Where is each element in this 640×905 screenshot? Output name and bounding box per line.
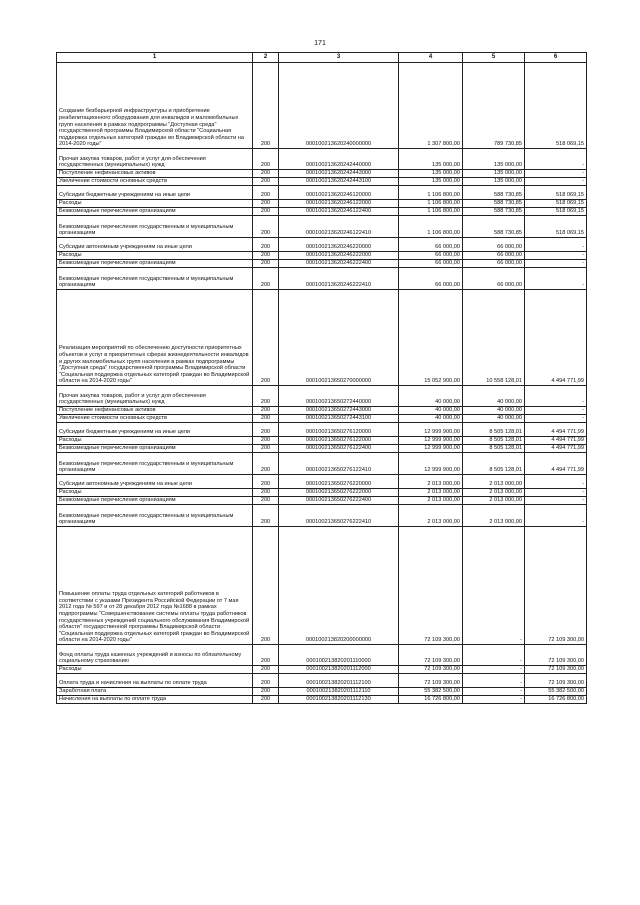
table-row — [57, 186, 587, 200]
row-approved-amount: 1 106 800,00 — [399, 186, 463, 200]
row-unexecuted-amount: - — [525, 489, 587, 497]
row-approved-amount: 135 000,00 — [399, 149, 463, 170]
row-classification-code: 000100213820201112000 — [279, 666, 399, 674]
table-row — [57, 666, 587, 674]
row-classification-code: 000100213620242443100 — [279, 178, 399, 186]
row-name: Поступление нефинансовых активов — [57, 170, 253, 178]
row-unexecuted-amount: 55 382 500,00 — [525, 688, 587, 696]
row-name: Безвозмездные перечисления государственным и муниципальным организациям — [57, 268, 253, 290]
row-approved-amount: 66 000,00 — [399, 252, 463, 260]
row-classification-code: 000100213650276120000 — [279, 423, 399, 437]
row-name: Начисления на выплаты по оплате труда — [57, 696, 253, 704]
row-classification-code: 000100213620246222400 — [279, 260, 399, 268]
row-line-code: 200 — [253, 688, 279, 696]
row-name: Безвозмездные перечисления государственным и муниципальным организациям — [57, 453, 253, 475]
row-executed-amount: - — [463, 666, 525, 674]
row-line-code: 200 — [253, 63, 279, 149]
row-executed-amount: 135 000,00 — [463, 178, 525, 186]
row-classification-code: 000100213620242440000 — [279, 149, 399, 170]
column-header: 1 — [57, 53, 253, 63]
row-name: Прочая закупка товаров, работ и услуг для обеспечения государственных (муниципальных) нужд — [57, 149, 253, 170]
row-approved-amount: 135 000,00 — [399, 170, 463, 178]
table-row — [57, 200, 587, 208]
row-name: Безвозмездные перечисления организациям — [57, 497, 253, 505]
column-header: 4 — [399, 53, 463, 63]
row-classification-code: 000100213620246120000 — [279, 186, 399, 200]
row-line-code: 200 — [253, 268, 279, 290]
row-unexecuted-amount: 4 494 771,99 — [525, 290, 587, 386]
row-executed-amount: 40 000,00 — [463, 386, 525, 407]
column-header: 6 — [525, 53, 587, 63]
column-header: 5 — [463, 53, 525, 63]
row-executed-amount: 66 000,00 — [463, 252, 525, 260]
row-approved-amount: 15 052 900,00 — [399, 290, 463, 386]
table-row — [57, 407, 587, 415]
row-unexecuted-amount: - — [525, 475, 587, 489]
row-unexecuted-amount: - — [525, 260, 587, 268]
table-row — [57, 453, 587, 475]
row-line-code: 200 — [253, 186, 279, 200]
row-approved-amount: 72 109 300,00 — [399, 666, 463, 674]
row-line-code: 200 — [253, 200, 279, 208]
row-name: Фонд оплаты труда казенных учреждений и взносы по обязательному социальному страхованию — [57, 645, 253, 666]
row-name: Субсидии автономным учреждениям на иные цели — [57, 238, 253, 252]
row-unexecuted-amount: - — [525, 415, 587, 423]
row-line-code: 200 — [253, 453, 279, 475]
row-executed-amount: 8 505 128,01 — [463, 445, 525, 453]
row-unexecuted-amount: - — [525, 252, 587, 260]
row-executed-amount: 10 558 128,01 — [463, 290, 525, 386]
row-name: Расходы — [57, 489, 253, 497]
row-classification-code: 000100213650270000000 — [279, 290, 399, 386]
row-approved-amount: 55 382 500,00 — [399, 688, 463, 696]
row-executed-amount: 135 000,00 — [463, 170, 525, 178]
budget-table — [56, 52, 587, 704]
table-row — [57, 674, 587, 688]
table-row — [57, 696, 587, 704]
row-line-code: 200 — [253, 666, 279, 674]
row-approved-amount: 1 307 800,00 — [399, 63, 463, 149]
row-unexecuted-amount: 16 726 800,00 — [525, 696, 587, 704]
row-classification-code: 000100213650276222410 — [279, 505, 399, 527]
row-name: Безвозмездные перечисления организациям — [57, 260, 253, 268]
row-line-code: 200 — [253, 238, 279, 252]
row-executed-amount: 66 000,00 — [463, 268, 525, 290]
table-row — [57, 178, 587, 186]
row-unexecuted-amount: - — [525, 149, 587, 170]
row-name: Расходы — [57, 437, 253, 445]
row-classification-code: 000100213620240000000 — [279, 63, 399, 149]
row-line-code: 200 — [253, 216, 279, 238]
row-executed-amount: 2 013 000,00 — [463, 505, 525, 527]
row-line-code: 200 — [253, 489, 279, 497]
row-classification-code: 000100213820201112130 — [279, 696, 399, 704]
row-executed-amount: 40 000,00 — [463, 415, 525, 423]
row-line-code: 200 — [253, 437, 279, 445]
row-executed-amount: 2 013 000,00 — [463, 475, 525, 489]
row-line-code: 200 — [253, 208, 279, 216]
row-classification-code: 000100213650276122410 — [279, 453, 399, 475]
row-approved-amount: 40 000,00 — [399, 407, 463, 415]
row-classification-code: 000100213620246220000 — [279, 238, 399, 252]
row-unexecuted-amount: - — [525, 268, 587, 290]
row-unexecuted-amount: 4 494 771,99 — [525, 453, 587, 475]
row-line-code: 200 — [253, 423, 279, 437]
row-line-code: 200 — [253, 505, 279, 527]
row-approved-amount: 12 999 900,00 — [399, 453, 463, 475]
row-approved-amount: 2 013 000,00 — [399, 505, 463, 527]
table-row — [57, 415, 587, 423]
row-unexecuted-amount: - — [525, 170, 587, 178]
row-name: Оплата труда и начисления на выплаты по оплате труда — [57, 674, 253, 688]
row-approved-amount: 12 999 900,00 — [399, 423, 463, 437]
row-classification-code: 000100213820201112100 — [279, 674, 399, 688]
row-unexecuted-amount: 72 109 300,00 — [525, 666, 587, 674]
table-row — [57, 645, 587, 666]
row-approved-amount: 40 000,00 — [399, 386, 463, 407]
row-approved-amount: 135 000,00 — [399, 178, 463, 186]
table-row — [57, 688, 587, 696]
row-executed-amount: 66 000,00 — [463, 238, 525, 252]
row-name: Создание безбарьерной инфраструктуры и приобретение реабилитационного оборудования для инвалидов и маломобильных групп населения в рамках подпрограммы "Доступная среда" государственной программы Владимирской области "Социальная поддержка отдельных категорий граждан во Владимирской области на 2014-2020 годы" — [57, 63, 253, 149]
table-row — [57, 497, 587, 505]
row-line-code: 200 — [253, 696, 279, 704]
row-approved-amount: 66 000,00 — [399, 260, 463, 268]
table-row — [57, 63, 587, 149]
row-unexecuted-amount: - — [525, 497, 587, 505]
row-line-code: 200 — [253, 149, 279, 170]
row-name: Безвозмездные перечисления государственным и муниципальным организациям — [57, 216, 253, 238]
column-header: 2 — [253, 53, 279, 63]
row-unexecuted-amount: 4 494 771,99 — [525, 423, 587, 437]
row-approved-amount: 2 013 000,00 — [399, 489, 463, 497]
table-row — [57, 260, 587, 268]
row-name: Безвозмездные перечисления организациям — [57, 445, 253, 453]
row-name: Заработная плата — [57, 688, 253, 696]
row-line-code: 200 — [253, 497, 279, 505]
row-name: Субсидии бюджетным учреждениям на иные цели — [57, 186, 253, 200]
row-name: Субсидии бюджетным учреждениям на иные цели — [57, 423, 253, 437]
row-executed-amount: 8 505 128,01 — [463, 423, 525, 437]
column-header: 3 — [279, 53, 399, 63]
row-executed-amount: 8 505 128,01 — [463, 453, 525, 475]
row-unexecuted-amount: - — [525, 407, 587, 415]
row-unexecuted-amount: - — [525, 178, 587, 186]
row-classification-code: 000100213620246122000 — [279, 200, 399, 208]
row-classification-code: 000100213620242443000 — [279, 170, 399, 178]
page-number: 171 — [314, 40, 326, 47]
table-row — [57, 208, 587, 216]
row-line-code: 200 — [253, 290, 279, 386]
table-row — [57, 216, 587, 238]
table-row — [57, 423, 587, 437]
row-executed-amount: 40 000,00 — [463, 407, 525, 415]
row-name: Безвозмездные перечисления организациям — [57, 208, 253, 216]
row-name: Безвозмездные перечисления государственным и муниципальным организациям — [57, 505, 253, 527]
row-approved-amount: 40 000,00 — [399, 415, 463, 423]
row-approved-amount: 2 013 000,00 — [399, 497, 463, 505]
row-line-code: 200 — [253, 252, 279, 260]
row-classification-code: 000100213650272443000 — [279, 407, 399, 415]
row-classification-code: 000100213620246222410 — [279, 268, 399, 290]
row-name: Расходы — [57, 200, 253, 208]
row-name: Поступление нефинансовых активов — [57, 407, 253, 415]
row-unexecuted-amount: 518 069,15 — [525, 63, 587, 149]
table-row — [57, 268, 587, 290]
row-line-code: 200 — [253, 178, 279, 186]
row-executed-amount: - — [463, 527, 525, 645]
row-unexecuted-amount: 518 069,15 — [525, 216, 587, 238]
table-row — [57, 149, 587, 170]
row-classification-code: 000100213650276220000 — [279, 475, 399, 489]
row-classification-code: 000100213620246222000 — [279, 252, 399, 260]
row-classification-code: 000100213650272440000 — [279, 386, 399, 407]
row-executed-amount: - — [463, 688, 525, 696]
table-row — [57, 527, 587, 645]
row-approved-amount: 66 000,00 — [399, 238, 463, 252]
row-approved-amount: 2 013 000,00 — [399, 475, 463, 489]
table-row — [57, 505, 587, 527]
row-unexecuted-amount: 72 109 300,00 — [525, 527, 587, 645]
row-line-code: 200 — [253, 527, 279, 645]
row-unexecuted-amount: 72 109 300,00 — [525, 674, 587, 688]
row-line-code: 200 — [253, 475, 279, 489]
row-name: Расходы — [57, 666, 253, 674]
row-executed-amount: 588 730,85 — [463, 208, 525, 216]
row-executed-amount: 588 730,85 — [463, 200, 525, 208]
row-unexecuted-amount: 4 494 771,99 — [525, 445, 587, 453]
row-classification-code: 000100213650276222000 — [279, 489, 399, 497]
row-name: Прочая закупка товаров, работ и услуг для обеспечения государственных (муниципальных) нужд — [57, 386, 253, 407]
row-classification-code: 000100213620246122410 — [279, 216, 399, 238]
row-line-code: 200 — [253, 645, 279, 666]
row-unexecuted-amount: 4 494 771,99 — [525, 437, 587, 445]
row-line-code: 200 — [253, 260, 279, 268]
row-executed-amount: - — [463, 696, 525, 704]
table-row — [57, 170, 587, 178]
row-approved-amount: 66 000,00 — [399, 268, 463, 290]
row-name: Увеличение стоимости основных средств — [57, 178, 253, 186]
row-approved-amount: 1 106 800,00 — [399, 200, 463, 208]
row-line-code: 200 — [253, 386, 279, 407]
row-unexecuted-amount: 518 069,15 — [525, 200, 587, 208]
row-approved-amount: 72 109 300,00 — [399, 674, 463, 688]
row-executed-amount: 789 730,85 — [463, 63, 525, 149]
table-row — [57, 489, 587, 497]
row-executed-amount: 588 730,85 — [463, 216, 525, 238]
table-row — [57, 437, 587, 445]
row-name: Субсидии автономным учреждениям на иные цели — [57, 475, 253, 489]
row-line-code: 200 — [253, 674, 279, 688]
row-unexecuted-amount: - — [525, 386, 587, 407]
row-executed-amount: 8 505 128,01 — [463, 437, 525, 445]
row-executed-amount: - — [463, 674, 525, 688]
row-classification-code: 000100213820201112110 — [279, 688, 399, 696]
row-approved-amount: 72 109 300,00 — [399, 645, 463, 666]
row-classification-code: 000100213820201110000 — [279, 645, 399, 666]
table-row — [57, 445, 587, 453]
row-classification-code: 000100213650272443100 — [279, 415, 399, 423]
row-unexecuted-amount: - — [525, 505, 587, 527]
row-executed-amount: 135 000,00 — [463, 149, 525, 170]
row-line-code: 200 — [253, 407, 279, 415]
table-header-row — [57, 53, 587, 63]
row-name: Увеличение стоимости основных средств — [57, 415, 253, 423]
row-classification-code: 000100213650276122000 — [279, 437, 399, 445]
row-approved-amount: 1 106 800,00 — [399, 216, 463, 238]
row-line-code: 200 — [253, 415, 279, 423]
row-approved-amount: 16 726 800,00 — [399, 696, 463, 704]
table-row — [57, 290, 587, 386]
table-row — [57, 252, 587, 260]
row-name: Повышение оплаты труда отдельных категорий работников в соответствии с указами Президента Российской Федерации от 7 мая 2012 года № 597 и от 28 декабря 2012 года №1688 в рамках подпрограммы "Совершенствование системы оплаты труда работников государственных учреждений социального обслуживания Владимирской области" государственной программы Владимирской области "Социальная поддержка отдельных категорий граждан во Владимирской области на 2014-2020 годы" — [57, 527, 253, 645]
row-unexecuted-amount: - — [525, 238, 587, 252]
row-line-code: 200 — [253, 445, 279, 453]
table-row — [57, 475, 587, 489]
row-approved-amount: 72 109 300,00 — [399, 527, 463, 645]
row-name: Расходы — [57, 252, 253, 260]
table-body — [57, 63, 587, 704]
row-executed-amount: - — [463, 645, 525, 666]
row-classification-code: 000100213620246122400 — [279, 208, 399, 216]
row-classification-code: 000100213650276122400 — [279, 445, 399, 453]
row-unexecuted-amount: 72 109 300,00 — [525, 645, 587, 666]
row-line-code: 200 — [253, 170, 279, 178]
row-classification-code: 000100213820200000000 — [279, 527, 399, 645]
row-executed-amount: 66 000,00 — [463, 260, 525, 268]
table-row — [57, 238, 587, 252]
row-unexecuted-amount: 518 069,15 — [525, 186, 587, 200]
row-executed-amount: 2 013 000,00 — [463, 489, 525, 497]
row-executed-amount: 2 013 000,00 — [463, 497, 525, 505]
row-unexecuted-amount: 518 069,15 — [525, 208, 587, 216]
row-approved-amount: 12 999 900,00 — [399, 445, 463, 453]
row-executed-amount: 588 730,85 — [463, 186, 525, 200]
row-approved-amount: 1 106 800,00 — [399, 208, 463, 216]
row-name: Реализация мероприятий по обеспечению доступности приоритетных объектов и услуг в приоритетных сферах жизнедеятельности инвалидов и других маломобильных групп населения в рамках подпрограммы "Доступная среда" государственной программы Владимирской области "Социальная поддержка отдельных категорий граждан во Владимирской области на 2014-2020 годы" — [57, 290, 253, 386]
row-classification-code: 000100213650276222400 — [279, 497, 399, 505]
row-approved-amount: 12 999 900,00 — [399, 437, 463, 445]
table-row — [57, 386, 587, 407]
